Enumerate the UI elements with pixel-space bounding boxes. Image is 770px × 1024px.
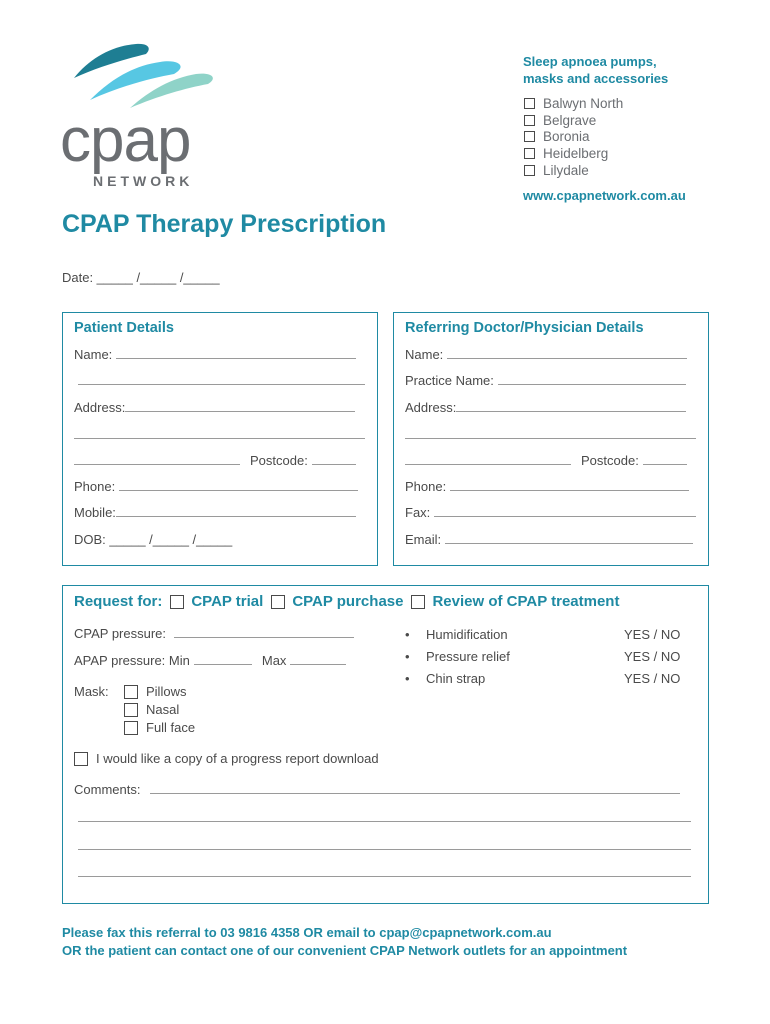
- mask-label: Mask:: [74, 684, 109, 699]
- cpap-purchase-label: CPAP purchase: [292, 593, 404, 610]
- outlet-label: Balwyn North: [543, 95, 624, 111]
- pressure-relief-label: Pressure relief: [426, 649, 510, 664]
- header-heading-line1: Sleep apnoea pumps,: [523, 54, 657, 69]
- doctor-postcode-label: Postcode:: [581, 453, 639, 468]
- cpap-pressure-label: CPAP pressure:: [74, 626, 167, 641]
- bullet-item: •: [405, 671, 410, 686]
- mask-checkbox[interactable]: [124, 703, 138, 717]
- cpap-pressure-field[interactable]: [74, 626, 354, 641]
- footer-note: [62, 924, 627, 960]
- outlet-label: Boronia: [543, 129, 590, 145]
- bullet-item: •: [405, 649, 410, 664]
- page-title: CPAP Therapy Prescription: [62, 210, 387, 238]
- outlet-label: Heidelberg: [543, 146, 609, 162]
- logo-wordmark: cpap: [60, 106, 191, 175]
- patient-details-title: Patient Details: [74, 320, 174, 336]
- doctor-address-field[interactable]: [405, 400, 686, 415]
- apap-min-label: APAP pressure: Min: [74, 653, 190, 668]
- patient-phone-label: Phone:: [74, 479, 116, 494]
- progress-report-option[interactable]: [74, 751, 379, 766]
- outlet-item[interactable]: [524, 129, 623, 146]
- request-row: [74, 593, 619, 610]
- outlet-label: Lilydale: [543, 163, 589, 179]
- patient-dob-field[interactable]: DOB: _____ /_____ /_____: [74, 532, 233, 547]
- review-treatment-checkbox[interactable]: [411, 595, 425, 609]
- apap-pressure-field[interactable]: [74, 653, 346, 668]
- patient-phone-field[interactable]: [74, 479, 358, 494]
- apap-max-label: Max: [261, 653, 287, 668]
- cpap-trial-checkbox[interactable]: [170, 595, 184, 609]
- header-heading-line2: masks and accessories: [523, 71, 669, 86]
- outlet-label: Belgrave: [543, 112, 597, 128]
- doctor-address-label: Address:: [405, 400, 457, 415]
- bullet-item: •: [405, 627, 410, 642]
- mask-checkbox[interactable]: [124, 721, 138, 735]
- doctor-email-label: Email:: [405, 532, 442, 547]
- mask-option-pillows[interactable]: [124, 684, 186, 699]
- doctor-practice-field[interactable]: [405, 373, 686, 388]
- doctor-postcode-field[interactable]: [405, 453, 687, 468]
- outlet-item[interactable]: [524, 112, 623, 129]
- doctor-fax-field[interactable]: [405, 505, 696, 520]
- website-link[interactable]: www.cpapnetwork.com.au: [523, 188, 686, 203]
- mask-option-label: Nasal: [146, 702, 180, 717]
- chin-strap-choice[interactable]: YES / NO: [624, 671, 681, 686]
- comments-line4[interactable]: [78, 865, 691, 880]
- cpap-purchase-checkbox[interactable]: [271, 595, 285, 609]
- outlet-item[interactable]: [524, 162, 623, 179]
- chin-strap-label: Chin strap: [426, 671, 486, 686]
- outlet-item[interactable]: [524, 145, 623, 162]
- patient-address-label: Address:: [74, 400, 126, 415]
- review-treatment-label: Review of CPAP treatment: [432, 593, 620, 610]
- pressure-relief-choice[interactable]: YES / NO: [624, 649, 681, 664]
- doctor-name-label: Name:: [405, 347, 444, 362]
- patient-mobile-field[interactable]: [74, 505, 356, 520]
- logo-subtitle: NETWORK: [93, 173, 194, 189]
- comments-label: Comments:: [74, 782, 141, 797]
- outlet-list: [524, 95, 623, 179]
- footer-line2: OR the patient can contact one of our convenient CPAP Network outlets for an appointment: [62, 943, 628, 958]
- patient-postcode-label: Postcode:: [250, 453, 308, 468]
- mask-option-label: Pillows: [146, 684, 187, 699]
- progress-report-checkbox[interactable]: [74, 752, 88, 766]
- doctor-email-field[interactable]: [405, 532, 693, 547]
- humidification-choice[interactable]: YES / NO: [624, 627, 681, 642]
- outlet-checkbox[interactable]: [524, 115, 535, 126]
- comments-line3[interactable]: [78, 838, 691, 853]
- patient-address-line2[interactable]: [74, 427, 365, 442]
- cpap-logo-waves: [60, 36, 220, 111]
- doctor-phone-field[interactable]: [405, 479, 689, 494]
- patient-address-field[interactable]: [74, 400, 355, 415]
- outlet-item[interactable]: [524, 95, 623, 112]
- patient-mobile-label: Mobile:: [74, 505, 116, 520]
- doctor-practice-label: Practice Name:: [405, 373, 494, 388]
- request-label: Request for:: [74, 593, 163, 610]
- patient-postcode-field[interactable]: [74, 453, 356, 468]
- footer-line1: Please fax this referral to 03 9816 4358 OR email to cpap@cpapnetwork.com.au: [62, 925, 552, 940]
- mask-option-label: Full face: [146, 720, 196, 735]
- cpap-trial-label: CPAP trial: [191, 593, 264, 610]
- doctor-phone-label: Phone:: [405, 479, 447, 494]
- date-field[interactable]: Date: _____ /_____ /_____: [62, 270, 220, 285]
- patient-name-field[interactable]: [74, 347, 356, 362]
- progress-report-label: I would like a copy of a progress report download: [96, 751, 379, 766]
- mask-option-nasal[interactable]: [124, 702, 179, 717]
- doctor-fax-label: Fax:: [405, 505, 431, 520]
- outlet-checkbox[interactable]: [524, 148, 535, 159]
- mask-option-full-face[interactable]: [124, 720, 195, 735]
- patient-name-line2[interactable]: [74, 373, 365, 388]
- outlet-checkbox[interactable]: [524, 98, 535, 109]
- header-heading: [523, 53, 723, 87]
- doctor-details-title: Referring Doctor/Physician Details: [405, 320, 644, 336]
- comments-field[interactable]: [74, 782, 680, 797]
- patient-name-label: Name:: [74, 347, 113, 362]
- doctor-address-line2[interactable]: [405, 427, 696, 442]
- mask-checkbox[interactable]: [124, 685, 138, 699]
- outlet-checkbox[interactable]: [524, 131, 535, 142]
- outlet-checkbox[interactable]: [524, 165, 535, 176]
- humidification-label: Humidification: [426, 627, 508, 642]
- comments-line2[interactable]: [78, 810, 691, 825]
- doctor-name-field[interactable]: [405, 347, 687, 362]
